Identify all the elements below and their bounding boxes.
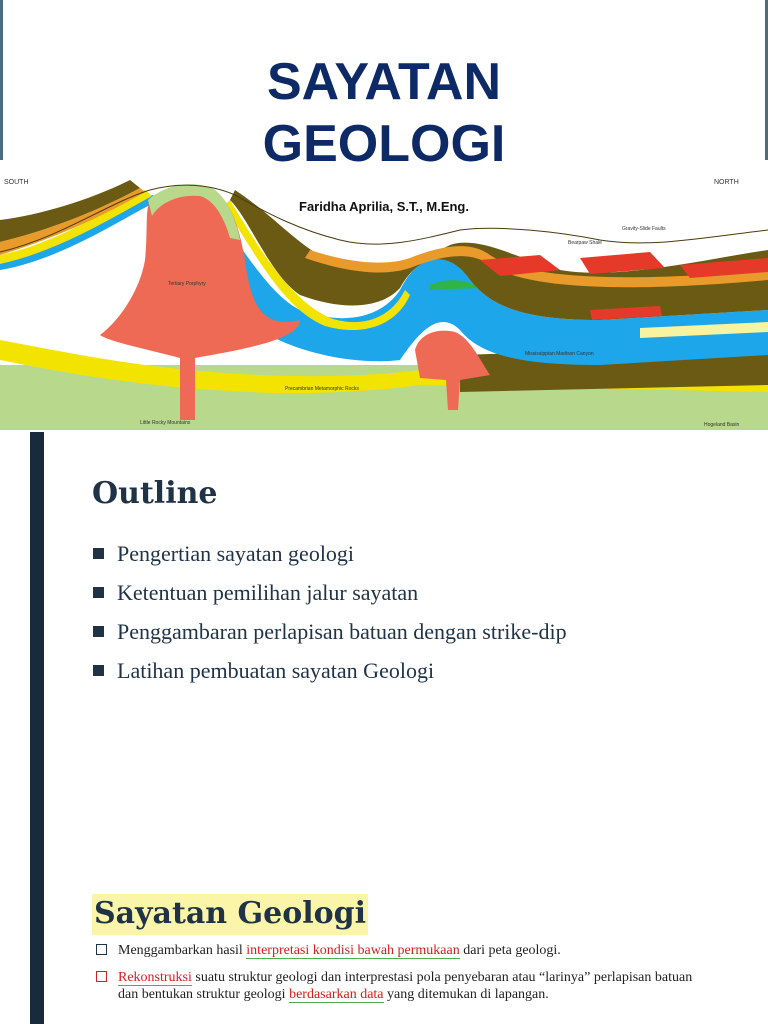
square-bullet-icon [93, 665, 104, 676]
p2-highlight-1: Rekonstruksi [118, 970, 192, 985]
outline-slide [0, 432, 768, 1024]
checkbox-bullet-icon [96, 944, 107, 955]
outline-title: Outline [92, 476, 218, 511]
p1-text-a: Menggambarkan hasil [118, 943, 247, 958]
list-item [92, 651, 567, 690]
label-bearpaw: Bearpaw Shale [568, 240, 602, 246]
p2-highlight-2: berdasarkan data [289, 987, 384, 1002]
p1-text-b: dari peta geologi. [459, 943, 561, 958]
p2-text-a: suatu struktur geologi dan interprestasi pola penyebaran atau “larinya” perlapisan batuan dan bentukan struktur geologi [118, 970, 693, 1002]
slide-side-bar [30, 432, 44, 1024]
square-bullet-icon [93, 587, 104, 598]
checkbox-bullet-icon [96, 971, 107, 982]
title-line-2: GEOLOGI [262, 115, 506, 173]
list-item-text: Pengertian sayatan geologi [117, 540, 355, 566]
p1-highlight: interpretasi kondisi bawah permukaan [246, 943, 460, 958]
list-item [92, 534, 567, 573]
author-name: Faridha Aprilia, S.T., M.Eng. [299, 199, 469, 214]
p2-text-b: yang ditemukan di lapangan. [383, 987, 549, 1002]
title-line-1: SAYATAN [266, 53, 502, 111]
label-south: SOUTH [4, 179, 29, 186]
label-porphyry: Tertiary Porphyry [168, 281, 206, 287]
list-item [92, 573, 567, 612]
list-item-text: Latihan pembuatan sayatan Geologi [117, 657, 435, 683]
label-north: NORTH [714, 179, 739, 186]
sayatan-definition-list [96, 942, 706, 1013]
list-item-text: Penggambaran perlapisan batuan dengan strike-dip [117, 618, 567, 644]
square-bullet-icon [93, 626, 104, 637]
label-precambrian: Precambrian Metamorphic Rocks [285, 386, 359, 392]
list-item [96, 969, 706, 1003]
label-gravity: Gravity-Slide Faults [622, 226, 666, 232]
title-slide [0, 0, 768, 430]
list-item-text: Ketentuan pemilihan jalur sayatan [117, 579, 419, 605]
label-madison: Mississippian Madison Canyon [525, 351, 594, 357]
list-item [96, 942, 706, 959]
list-item [92, 612, 567, 651]
label-left-bottom: Little Rocky Mountains [140, 420, 191, 426]
square-bullet-icon [93, 548, 104, 559]
outline-list [92, 534, 567, 690]
sayatan-geologi-title: Sayatan Geologi [92, 894, 368, 935]
label-right-bottom: Hogeland Basin [704, 422, 740, 428]
